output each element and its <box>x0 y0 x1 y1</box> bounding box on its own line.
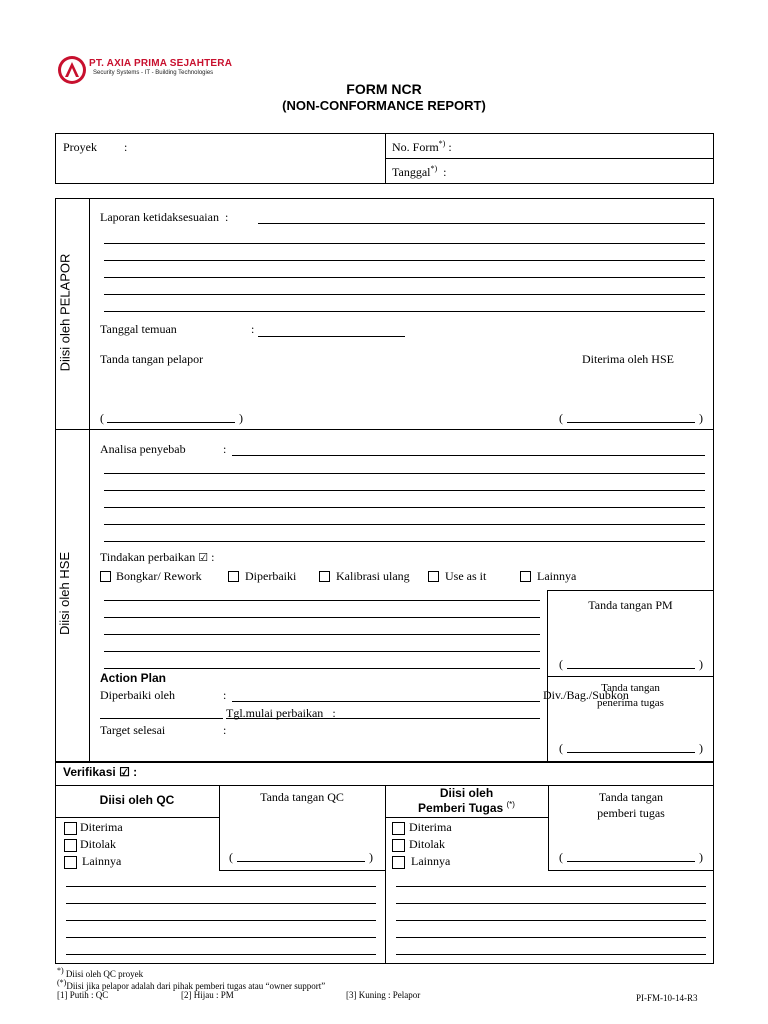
option-lainnya-checkbox[interactable] <box>520 571 531 582</box>
qc-diterima-label: Diterima <box>80 820 123 834</box>
qc-sign-open: ( <box>229 850 233 864</box>
laporan-line-2[interactable] <box>104 260 705 261</box>
option-diperbaiki-label: Diperbaiki <box>245 569 297 583</box>
company-name: PT. AXIA PRIMA SEJAHTERA <box>89 58 233 69</box>
analisa-line-3[interactable] <box>104 507 705 508</box>
pm-sign-line[interactable] <box>567 668 695 669</box>
qc-title: Diisi oleh QC <box>99 793 175 807</box>
qc-note-line-2[interactable] <box>66 903 376 904</box>
doc-code: PI-FM-10-14-R3 <box>636 993 698 1003</box>
tindakan-line-4[interactable] <box>104 651 540 652</box>
tanggal-temuan-line[interactable] <box>258 336 405 337</box>
pm-sign-close: ) <box>699 657 703 671</box>
qc-sign-line[interactable] <box>237 861 365 862</box>
laporan-line-0[interactable] <box>258 223 705 224</box>
tgl-mulai-left-line[interactable] <box>100 718 223 719</box>
footnote-2: (*)Diisi jika pelapor adalah dari pihak pemberi tugas atau “owner support” <box>57 978 326 991</box>
pelapor-sign-close: ) <box>239 411 243 425</box>
qc-diterima-checkbox[interactable] <box>64 822 77 835</box>
pemberi-diterima-checkbox[interactable] <box>392 822 405 835</box>
pelapor-hse-divider <box>55 429 714 430</box>
proyek-colon: : <box>124 140 128 154</box>
tanggal-input[interactable] <box>460 167 700 179</box>
footnote-1: *) Diisi oleh QC proyek <box>57 966 144 979</box>
pelapor-sign-open: ( <box>100 411 104 425</box>
verifikasi-title: Verifikasi ☑ : <box>63 765 138 779</box>
hse-side-label: Diisi oleh HSE <box>57 551 72 636</box>
qc-note-line-5[interactable] <box>66 954 376 955</box>
laporan-line-4[interactable] <box>104 294 705 295</box>
qc-lainnya-checkbox[interactable] <box>64 856 77 869</box>
analisa-label: Analisa penyebab <box>100 442 186 456</box>
qc-ditolak-checkbox[interactable] <box>64 839 77 852</box>
option-use-as-it-label: Use as it <box>445 569 487 583</box>
tindakan-label: Tindakan perbaikan ☑ : <box>100 550 215 564</box>
tindakan-line-5[interactable] <box>104 668 540 669</box>
copy-putih: [1] Putih : QC <box>57 990 109 1000</box>
pemberi-title-underline <box>385 817 548 818</box>
pemberi-sign-label-1: Tanda tangan <box>598 790 664 804</box>
option-kalibrasi-label: Kalibrasi ulang <box>336 569 410 583</box>
analisa-line-0[interactable] <box>232 455 705 456</box>
analisa-line-2[interactable] <box>104 490 705 491</box>
qc-ditolak-label: Ditolak <box>80 837 116 851</box>
pemberi-note-line-4[interactable] <box>396 937 706 938</box>
copy-kuning: [3] Kuning : Pelapor <box>346 990 421 1000</box>
no-form-label: No. Form*) : <box>392 139 452 154</box>
pemberi-sign-line[interactable] <box>567 861 695 862</box>
action-plan-title: Action Plan <box>100 671 167 685</box>
analisa-line-4[interactable] <box>104 524 705 525</box>
diperbaiki-oleh-colon: : <box>223 688 227 702</box>
verifikasi-check-icon: ☑ <box>119 765 130 779</box>
tanggal-temuan-colon: : <box>251 322 255 336</box>
tindakan-line-1[interactable] <box>104 600 540 601</box>
hse-sign-line[interactable] <box>567 422 695 423</box>
option-lainnya-label: Lainnya <box>537 569 577 583</box>
diperbaiki-oleh-label: Diperbaiki oleh <box>100 688 175 702</box>
tgl-mulai-label: Tgl.mulai perbaikan : <box>226 706 336 720</box>
pemberi-sign-open: ( <box>559 850 563 864</box>
copy-hijau: [2] Hijau : PM <box>181 990 234 1000</box>
option-diperbaiki-checkbox[interactable] <box>228 571 239 582</box>
option-bongkar-checkbox[interactable] <box>100 571 111 582</box>
pemberi-diterima-label: Diterima <box>409 820 452 834</box>
div-bag-label: Div./Bag./Subkon <box>543 688 629 702</box>
checkbox-icon: ☑ <box>198 552 209 564</box>
form-subtitle: (NON-CONFORMANCE REPORT) <box>282 98 486 113</box>
target-selesai-label: Target selesai <box>100 723 166 737</box>
form-title: FORM NCR <box>346 81 422 97</box>
qc-lainnya-label: Lainnya <box>82 854 122 868</box>
tgl-mulai-right-line[interactable] <box>226 718 540 719</box>
hse-sign-close: ) <box>699 411 703 425</box>
qc-sign-close: ) <box>369 850 373 864</box>
option-bongkar-label: Bongkar/ Rework <box>116 569 202 583</box>
pemberi-ditolak-label: Ditolak <box>409 837 445 851</box>
tindakan-line-2[interactable] <box>104 617 540 618</box>
penerima-sign-line[interactable] <box>567 752 695 753</box>
company-tagline: Security Systems - IT - Building Technologies <box>93 70 214 76</box>
pemberi-note-line-5[interactable] <box>396 954 706 955</box>
pemberi-note-line-3[interactable] <box>396 920 706 921</box>
laporan-line-5[interactable] <box>104 311 705 312</box>
qc-note-line-1[interactable] <box>66 886 376 887</box>
pelapor-sign-line[interactable] <box>107 422 235 423</box>
proyek-label: Proyek <box>63 140 97 154</box>
qc-title-underline <box>55 817 219 818</box>
pemberi-note-line-2[interactable] <box>396 903 706 904</box>
no-form-input[interactable] <box>460 142 700 154</box>
pemberi-title-1: Diisi oleh <box>439 786 494 800</box>
hse-sign-open: ( <box>559 411 563 425</box>
analisa-colon: : <box>223 442 227 456</box>
diperbaiki-oleh-line[interactable] <box>232 701 540 702</box>
penerima-label-2: penerima tugas <box>597 697 664 709</box>
tanda-tangan-qc: Tanda tangan QC <box>260 790 344 804</box>
laporan-label: Laporan ketidaksesuaian : <box>100 210 229 224</box>
option-use-as-it-checkbox[interactable] <box>428 571 439 582</box>
top-divider-h <box>385 158 714 159</box>
penerima-label-1: Tanda tangan <box>601 682 660 694</box>
analisa-line-5[interactable] <box>104 541 705 542</box>
tanggal-temuan-label: Tanggal temuan <box>100 322 177 336</box>
tindakan-line-3[interactable] <box>104 634 540 635</box>
penerima-sign-close: ) <box>699 741 703 755</box>
side-column-divider <box>89 198 90 762</box>
analisa-line-1[interactable] <box>104 473 705 474</box>
pelapor-side-label: Diisi oleh PELAPOR <box>57 253 73 372</box>
pemberi-title-2: Pemberi Tugas (*) <box>418 800 515 815</box>
tanda-tangan-pelapor: Tanda tangan pelapor <box>100 352 204 366</box>
option-kalibrasi-checkbox[interactable] <box>319 571 330 582</box>
laporan-line-1[interactable] <box>104 243 705 244</box>
qc-note-line-4[interactable] <box>66 937 376 938</box>
proyek-input[interactable] <box>133 142 373 154</box>
tanggal-label: Tanggal*) : <box>392 164 447 179</box>
target-selesai-colon: : <box>223 723 227 737</box>
pemberi-sign-label-2: pemberi tugas <box>597 806 665 820</box>
laporan-line-3[interactable] <box>104 277 705 278</box>
qc-note-line-3[interactable] <box>66 920 376 921</box>
diterima-hse: Diterima oleh HSE <box>582 352 674 366</box>
penerima-sign-open: ( <box>559 741 563 755</box>
pm-box-divider <box>547 676 714 677</box>
pemberi-lainnya-checkbox[interactable] <box>392 856 405 869</box>
pm-sign-open: ( <box>559 657 563 671</box>
pemberi-ditolak-checkbox[interactable] <box>392 839 405 852</box>
pemberi-lainnya-label: Lainnya <box>411 854 451 868</box>
tanda-tangan-pm: Tanda tangan PM <box>588 598 673 612</box>
pemberi-note-line-1[interactable] <box>396 886 706 887</box>
pemberi-sign-close: ) <box>699 850 703 864</box>
